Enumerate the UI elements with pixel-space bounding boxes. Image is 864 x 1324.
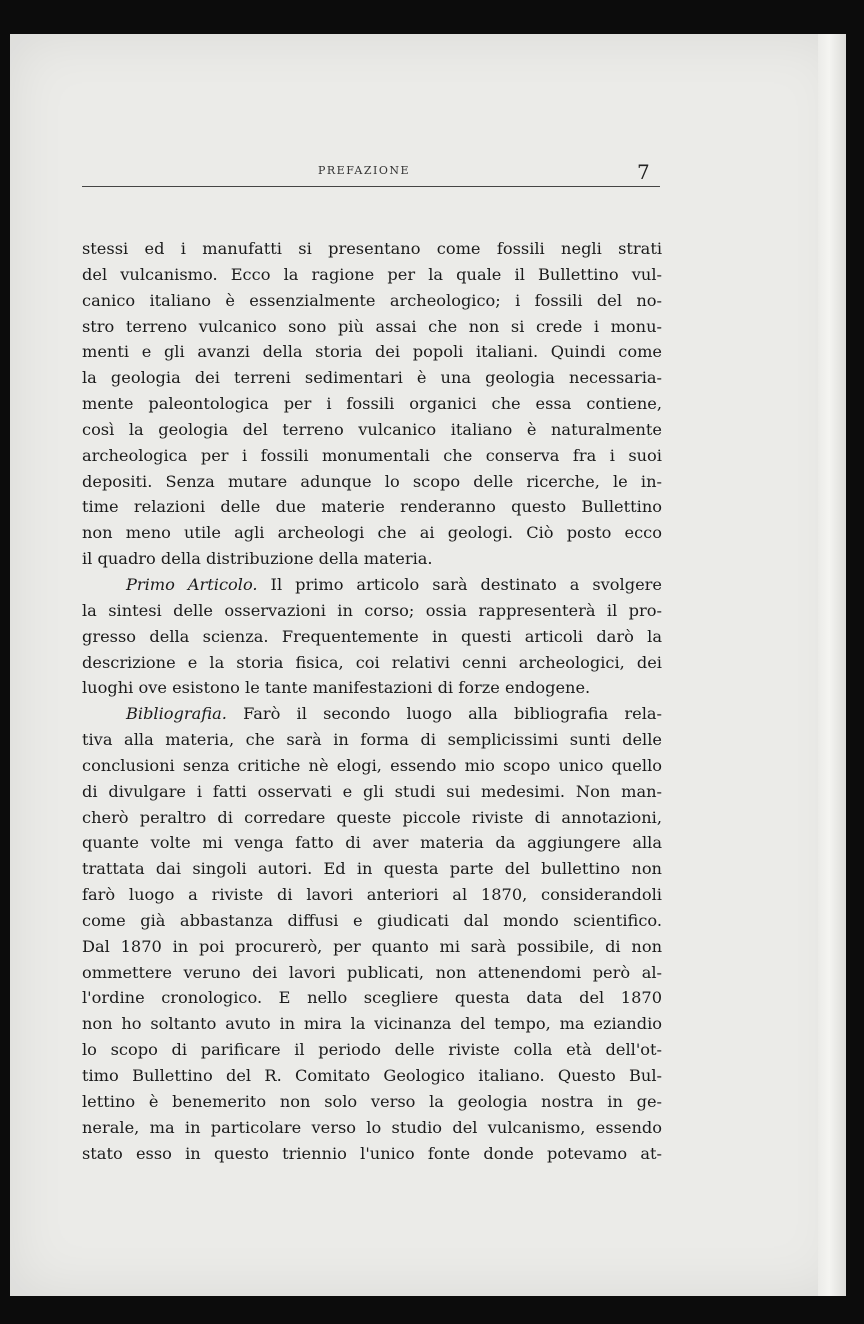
text-line: mente paleontologica per i fossili organici che essa contiene, [82, 394, 662, 414]
text-line: la sintesi delle osservazioni in corso; ossia rappresenterà il pro- [82, 600, 662, 620]
text-line: stessi ed i manufatti si presentano come fossili negli strati [82, 239, 662, 258]
running-head: PREFAZIONE [318, 164, 410, 177]
text-line: come già abbastanza diffusi e giudicati dal mondo scientifico. [82, 910, 662, 930]
text-line: non ho soltanto avuto in mira la vicinanza del tempo, ma eziandio [82, 1014, 662, 1034]
text-line: depositi. Senza mutare adunque lo scopo delle ricerche, le in- [82, 471, 662, 491]
body-text [82, 236, 662, 1166]
text-line: nerale, ma in particolare verso lo studio del vulcanismo, essendo [82, 1117, 662, 1137]
text-line: stro terreno vulcanico sono più assai che non si crede i monu- [82, 316, 662, 336]
text-line: timo Bullettino del R. Comitato Geologico italiano. Questo Bul- [82, 1066, 662, 1085]
text-line: di divulgare i fatti osservati e gli studi sui medesimi. Non man- [82, 781, 662, 801]
text-line: canico italiano è essenzialmente archeologico; i fossili del no- [82, 290, 662, 310]
text-line: Dal 1870 in poi procurerò, per quanto mi sarà possibile, di non [82, 936, 662, 956]
text-line: luoghi ove esistono le tante manifestazioni di forze endogene. [82, 678, 591, 698]
text-line: la geologia dei terreni sedimentari è una geologia necessaria- [82, 368, 662, 388]
text-line: del vulcanismo. Ecco la ragione per la quale il Bullettino vul- [82, 264, 662, 284]
text-line: quante volte mi venga fatto di aver materia da aggiungere alla [82, 833, 662, 853]
text-line: lettino è benemerito non solo verso la geologia nostra in ge- [82, 1091, 662, 1111]
text-line: il quadro della distribuzione della materia. [82, 549, 433, 569]
text-run: Il primo articolo sarà destinato a svolgere [257, 574, 662, 594]
page-number: 7 [637, 160, 650, 184]
text-line: non meno utile agli archeologi che ai geologi. Ciò posto ecco [82, 523, 662, 543]
section-heading-primo-articolo: Primo Articolo. [126, 574, 258, 594]
text-line: ommettere veruno dei lavori publicati, non attenendomi però al- [82, 962, 662, 982]
text-line: time relazioni delle due materie renderanno questo Bullettino [82, 497, 662, 517]
text-line: l'ordine cronologico. E nello scegliere questa data del 1870 [82, 988, 662, 1008]
text-line: farò luogo a riviste di lavori anteriori al 1870, considerandoli [82, 885, 662, 905]
section-heading-bibliografia: Bibliografia. [126, 704, 227, 724]
text-line: stato esso in questo triennio l'unico fonte donde potevamo at- [82, 1143, 662, 1163]
text-line: descrizione e la storia fisica, coi relativi cenni archeologici, dei [82, 652, 662, 672]
text-line: menti e gli avanzi della storia dei popoli italiani. Quindi come [82, 342, 662, 362]
text-line: cherò peraltro di corredare queste piccole riviste di annotazioni, [82, 807, 662, 827]
page-edge [818, 34, 846, 1296]
text-line: lo scopo di parificare il periodo delle riviste colla età dell'ot- [82, 1040, 662, 1060]
header-rule [82, 186, 660, 187]
text-run: Farò il secondo luogo alla bibliografia rela- [226, 704, 662, 724]
paragraph-primo-articolo [82, 572, 662, 598]
text-line: conclusioni senza critiche nè elogi, essendo mio scopo unico quello [82, 755, 662, 775]
text-line: archeologica per i fossili monumentali che conserva fra i suoi [82, 445, 662, 465]
text-line: tiva alla materia, che sarà in forma di semplicissimi sunti delle [82, 730, 662, 750]
paragraph-bibliografia [82, 701, 662, 727]
text-line: trattata dai singoli autori. Ed in questa parte del bullettino non [82, 859, 662, 879]
text-line: gresso della scienza. Frequentemente in questi articoli darò la [82, 626, 662, 646]
text-line: così la geologia del terreno vulcanico italiano è naturalmente [82, 419, 662, 439]
book-page [10, 34, 846, 1296]
